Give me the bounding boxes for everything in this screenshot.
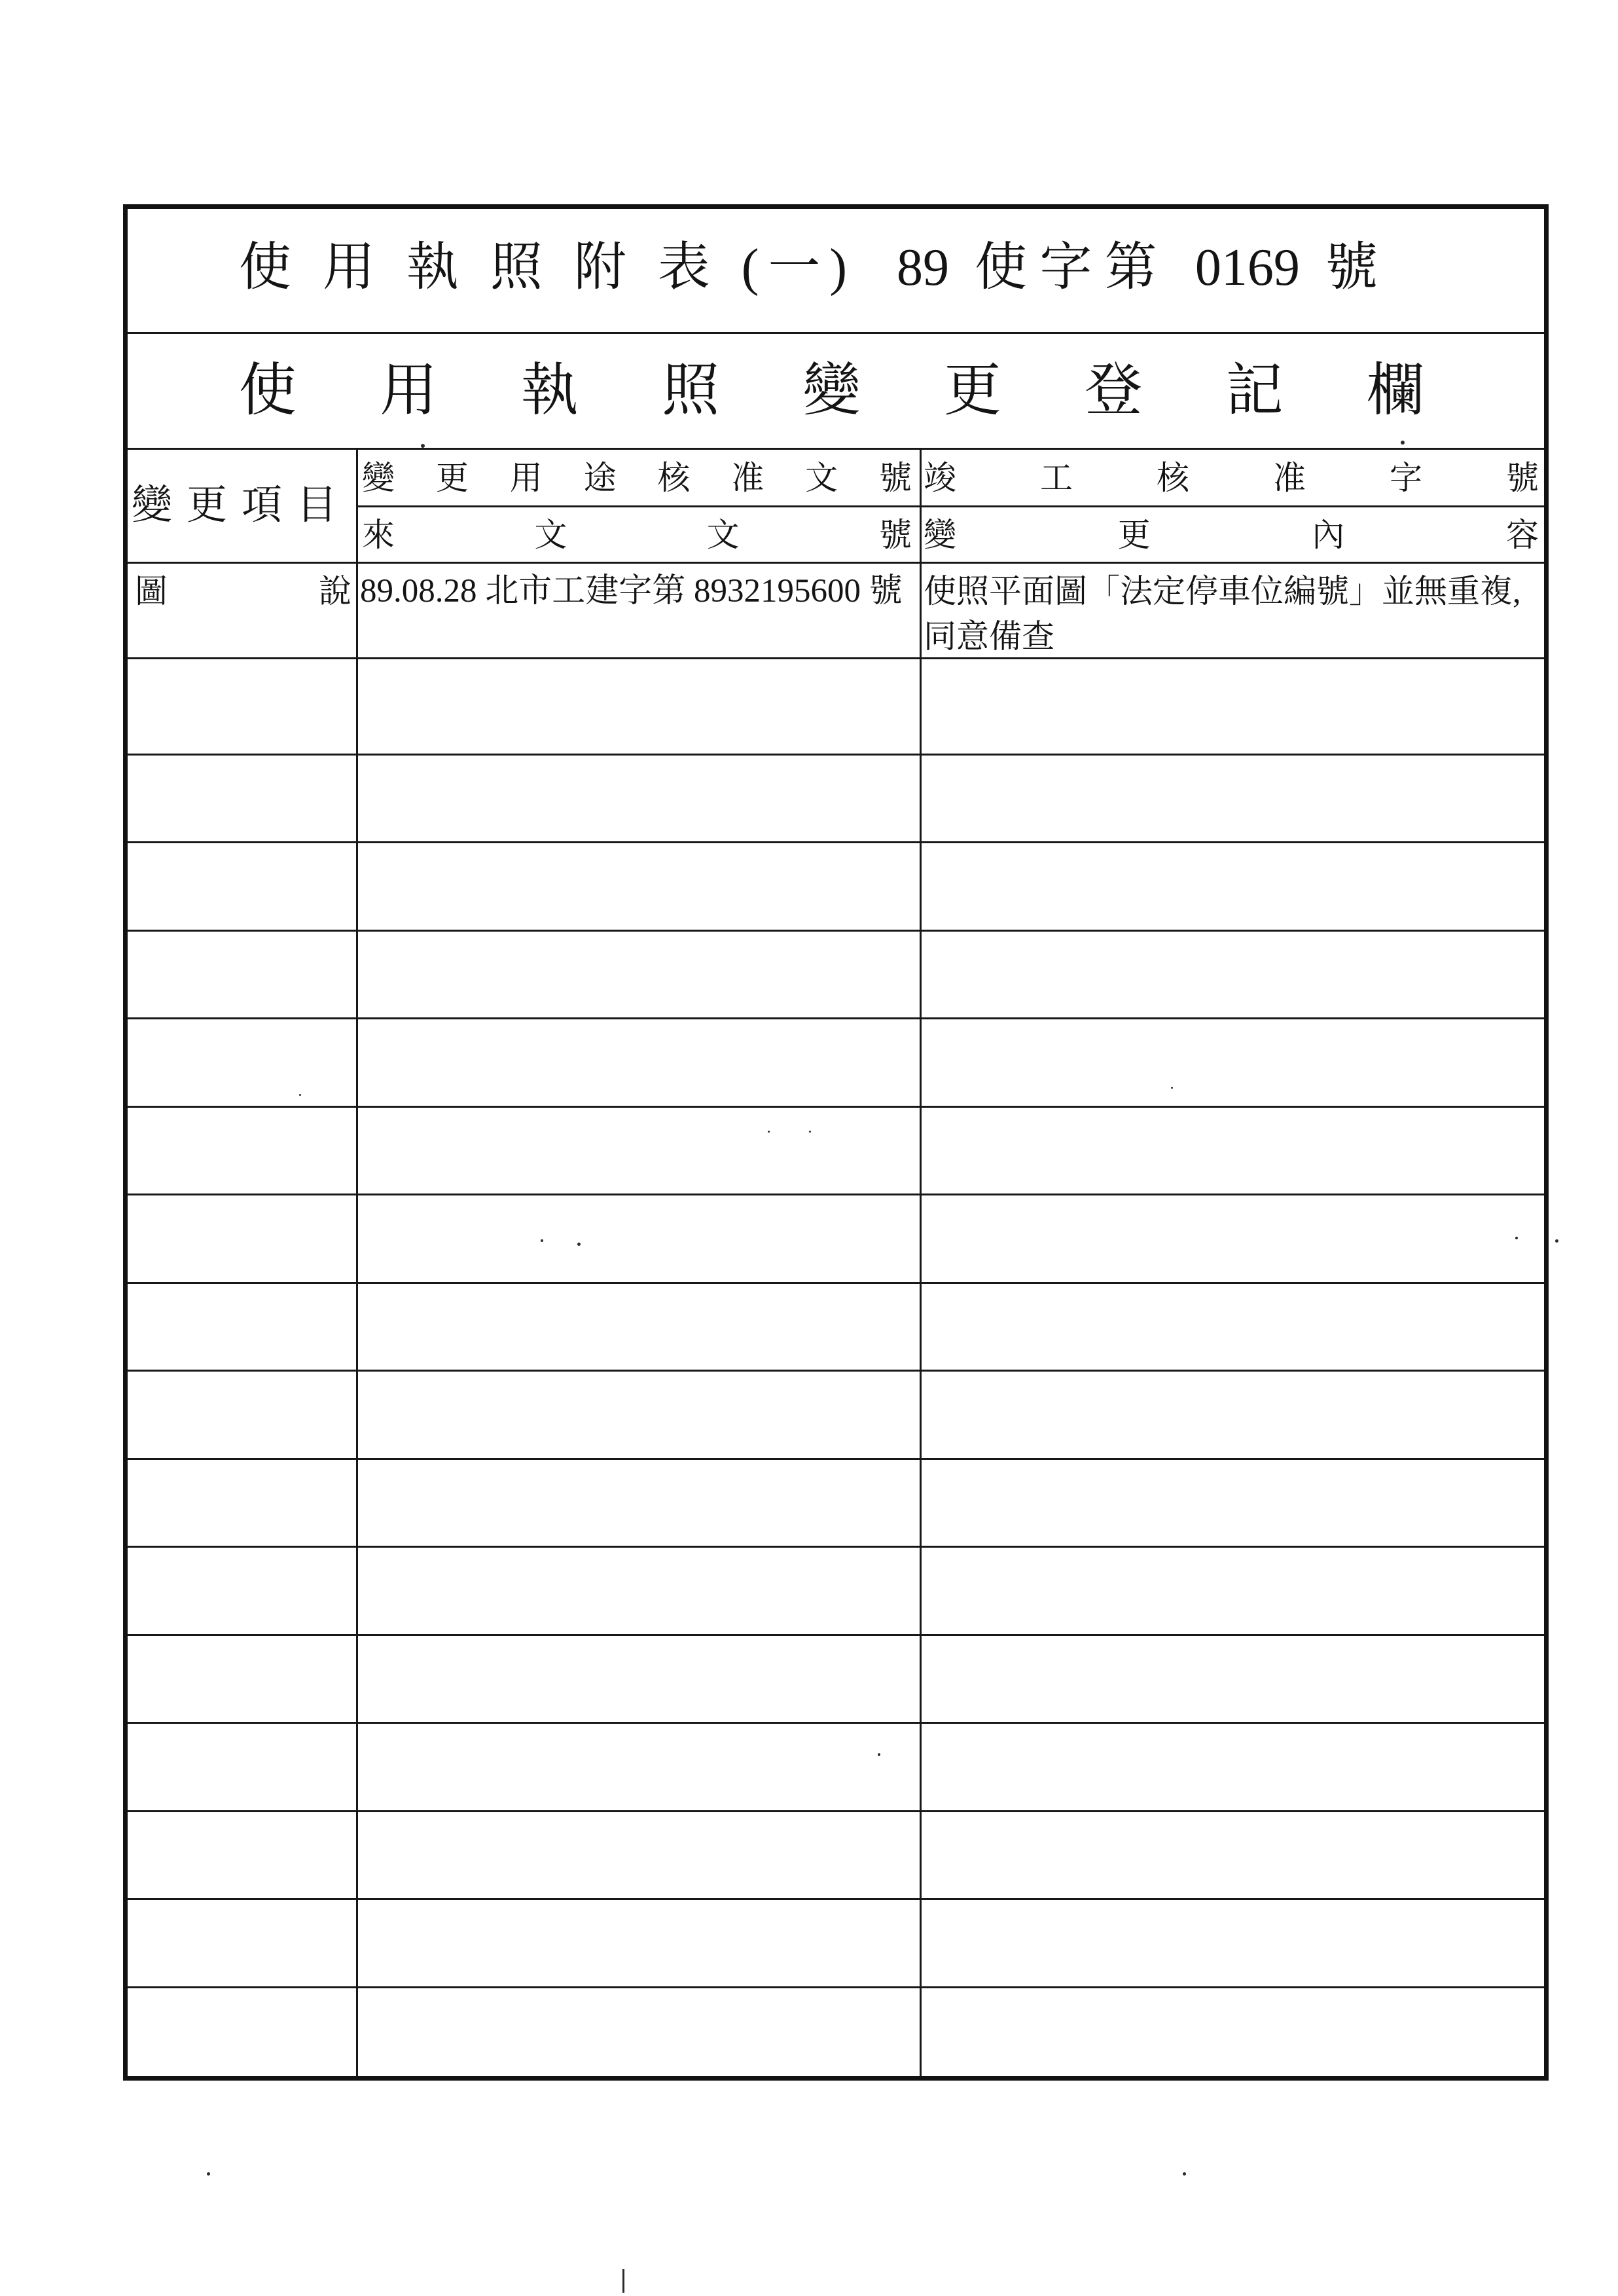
blank-cell-change-content — [922, 1460, 1544, 1546]
blank-cell-change-content — [922, 1812, 1544, 1898]
blank-cell-change-item — [128, 1988, 356, 2076]
blank-cell-document-number — [358, 1636, 920, 1722]
blank-cell-change-item — [128, 1812, 356, 1898]
blank-cell-change-item — [128, 1548, 356, 1633]
scan-mark — [622, 2269, 624, 2293]
blank-cell-change-item — [128, 1636, 356, 1722]
table-row-blank — [128, 659, 1544, 756]
table-row — [128, 564, 1544, 659]
blank-cell-change-content — [922, 932, 1544, 1017]
blank-cell-document-number — [358, 1108, 920, 1194]
blank-cell-change-item — [128, 1284, 356, 1370]
table-row-blank — [128, 1812, 1544, 1900]
blank-cell-change-content — [922, 1988, 1544, 2076]
scan-speck — [421, 444, 425, 448]
blank-cell-change-item — [128, 1195, 356, 1281]
scan-speck — [1515, 1237, 1518, 1239]
table-row-blank — [128, 1900, 1544, 1988]
blank-cell-change-item — [128, 1372, 356, 1457]
blank-cell-document-number — [358, 1900, 920, 1986]
table-row-blank — [128, 1988, 1544, 2076]
table-row-blank — [128, 1108, 1544, 1195]
blank-cell-document-number — [358, 932, 920, 1017]
header-change-item: 變 更 項 目 — [132, 483, 337, 528]
license-number: 89 使字第 0169 號 — [897, 239, 1378, 297]
blank-cell-change-item — [128, 1108, 356, 1194]
blank-cell-change-item — [128, 659, 356, 754]
blank-cell-change-item — [128, 932, 356, 1017]
scan-speck — [809, 1131, 811, 1133]
blank-cell-change-content — [922, 1900, 1544, 1986]
table-row-blank — [128, 1548, 1544, 1635]
blank-cell-change-content — [922, 756, 1544, 841]
blank-cell-document-number — [358, 1812, 920, 1898]
blank-cell-change-content — [922, 1284, 1544, 1370]
table-header — [128, 450, 1544, 564]
title-row — [128, 209, 1544, 334]
row-document-number: 89.08.28 北市工建字第 8932195600 號 — [360, 573, 903, 610]
blank-cell-document-number — [358, 1988, 920, 2076]
row-change-content: 使照平面圖「法定停車位編號」並無重複,同意備查 — [924, 573, 1521, 655]
document-title: 使 用 執 照 附 表 (一) — [239, 239, 847, 297]
blank-cell-change-item — [128, 843, 356, 929]
table-row-blank — [128, 843, 1544, 931]
scan-speck — [1171, 1087, 1173, 1089]
scan-speck — [878, 1753, 880, 1756]
subtitle-row — [128, 334, 1544, 450]
column-divider — [356, 450, 358, 2076]
blank-cell-change-content — [922, 1548, 1544, 1633]
table-row-blank — [128, 1372, 1544, 1459]
scan-speck — [1401, 441, 1405, 445]
blank-cell-change-item — [128, 1900, 356, 1986]
blank-cell-change-content — [922, 1636, 1544, 1722]
scan-speck — [768, 1131, 770, 1133]
blank-cell-document-number — [358, 659, 920, 754]
blank-cell-document-number — [358, 843, 920, 929]
header-completion-number: 竣 工 核 准 字 號 — [924, 460, 1539, 496]
blank-cell-change-item — [128, 1460, 356, 1546]
blank-cell-change-content — [922, 1108, 1544, 1194]
table-row-blank — [128, 932, 1544, 1019]
blank-cell-document-number — [358, 1548, 920, 1633]
scan-speck — [299, 1094, 301, 1096]
blank-cell-document-number — [358, 1460, 920, 1546]
blank-cell-change-item — [128, 756, 356, 841]
table-row-blank — [128, 1636, 1544, 1724]
column-divider — [920, 450, 922, 2076]
scan-speck — [577, 1243, 581, 1246]
section-heading: 使 用 執 照 變 更 登 記 欄 — [239, 359, 1424, 423]
blank-cell-change-content — [922, 1195, 1544, 1281]
blank-cell-document-number — [358, 1724, 920, 1810]
table-row-blank — [128, 1019, 1544, 1107]
blank-cell-change-content — [922, 1019, 1544, 1105]
scan-speck — [1555, 1239, 1558, 1243]
license-appendix-table — [123, 204, 1549, 2081]
scan-speck — [1183, 2172, 1186, 2176]
blank-cell-document-number — [358, 1372, 920, 1457]
blank-cell-change-content — [922, 1372, 1544, 1457]
table-row-blank — [128, 1284, 1544, 1372]
blank-cell-change-content — [922, 1724, 1544, 1810]
blank-cell-document-number — [358, 1284, 920, 1370]
table-row-blank — [128, 1195, 1544, 1283]
blank-cell-change-content — [922, 843, 1544, 929]
scan-speck — [207, 2172, 210, 2176]
table-row-blank — [128, 1724, 1544, 1812]
scan-speck — [541, 1239, 543, 1242]
blank-cell-document-number — [358, 1019, 920, 1105]
blank-cell-change-item — [128, 1724, 356, 1810]
blank-cell-change-content — [922, 659, 1544, 754]
header-approval-doc-number: 變 更 用 途 核 准 文 號 — [362, 460, 912, 496]
table-row-blank — [128, 1460, 1544, 1548]
row-change-item: 圖 說 — [135, 573, 351, 610]
blank-cell-change-item — [128, 1019, 356, 1105]
header-incoming-doc-number: 來 文 文 號 — [362, 517, 912, 553]
header-divider — [357, 505, 1544, 507]
blank-cell-document-number — [358, 1195, 920, 1281]
blank-cell-document-number — [358, 756, 920, 841]
header-change-content: 變 更 內 容 — [924, 517, 1539, 553]
table-row-blank — [128, 756, 1544, 843]
